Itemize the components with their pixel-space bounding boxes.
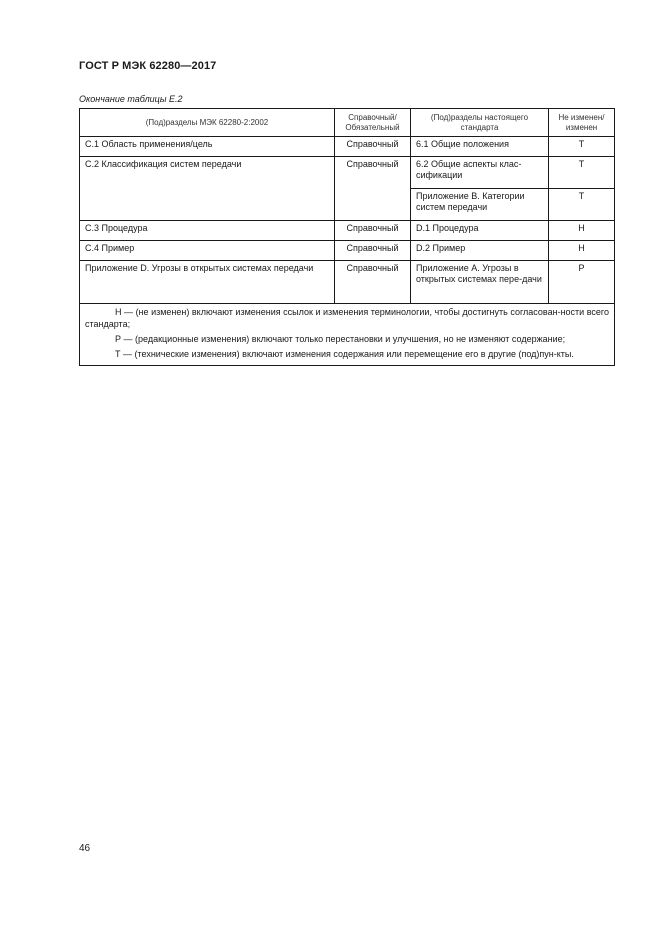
cell-type: Справочный [335,157,411,221]
table-caption: Окончание таблицы Е.2 [79,94,183,104]
cell-iec-section: С.3 Процедура [80,221,335,241]
column-header-iec-sections: (Под)разделы МЭК 62280-2:2002 [80,109,335,137]
page-number: 46 [79,843,91,854]
cell-change: Н [549,221,615,241]
column-header-change: Не изменен/ изменен [549,109,615,137]
table-row [80,157,615,189]
table-notes-row [80,304,615,366]
cell-change: Т [549,157,615,189]
table-row [80,137,615,157]
cell-change: Н [549,241,615,261]
cell-standard-section: 6.2 Общие аспекты клас-сификации [411,157,549,189]
correspondence-table [79,108,615,366]
cell-type: Справочный [335,261,411,304]
document-header: ГОСТ Р МЭК 62280—2017 [79,60,217,72]
note-unchanged: Н — (не изменен) включают изменения ссылок и изменения терминологии, чтобы достигнуть согласован-ности всего стандарта; [85,307,609,329]
notes-cell [80,304,615,366]
table-header-row [80,109,615,137]
cell-standard-section: 6.1 Общие положения [411,137,549,157]
table-row [80,261,615,304]
cell-iec-section: Приложение D. Угрозы в открытых системах передачи [80,261,335,304]
note-editorial: Р — (редакционные изменения) включают только перестановки и улучшения, но не изменяют содержание; [115,334,566,344]
cell-iec-section: С.2 Классификация систем передачи [80,157,335,221]
table-row [80,241,615,261]
column-header-standard-sections: (Под)разделы настоящего стандарта [411,109,549,137]
cell-type: Справочный [335,221,411,241]
cell-change: Т [549,137,615,157]
note-technical: Т — (технические изменения) включают изменения содержания или перемещение его в другие (под)пун-кты. [115,349,574,359]
cell-standard-section: D.2 Пример [411,241,549,261]
cell-standard-section: D.1 Процедура [411,221,549,241]
cell-iec-section: С.4 Пример [80,241,335,261]
cell-iec-section: С.1 Область применения/цель [80,137,335,157]
cell-type: Справочный [335,137,411,157]
cell-change: Р [549,261,615,304]
cell-standard-section: Приложение А. Угрозы в открытых системах пере-дачи [411,261,549,304]
cell-change: Т [549,189,615,221]
cell-standard-section: Приложение В. Категории систем передачи [411,189,549,221]
cell-type: Справочный [335,241,411,261]
table-row [80,221,615,241]
column-header-type: Справочный/ Обязательный [335,109,411,137]
